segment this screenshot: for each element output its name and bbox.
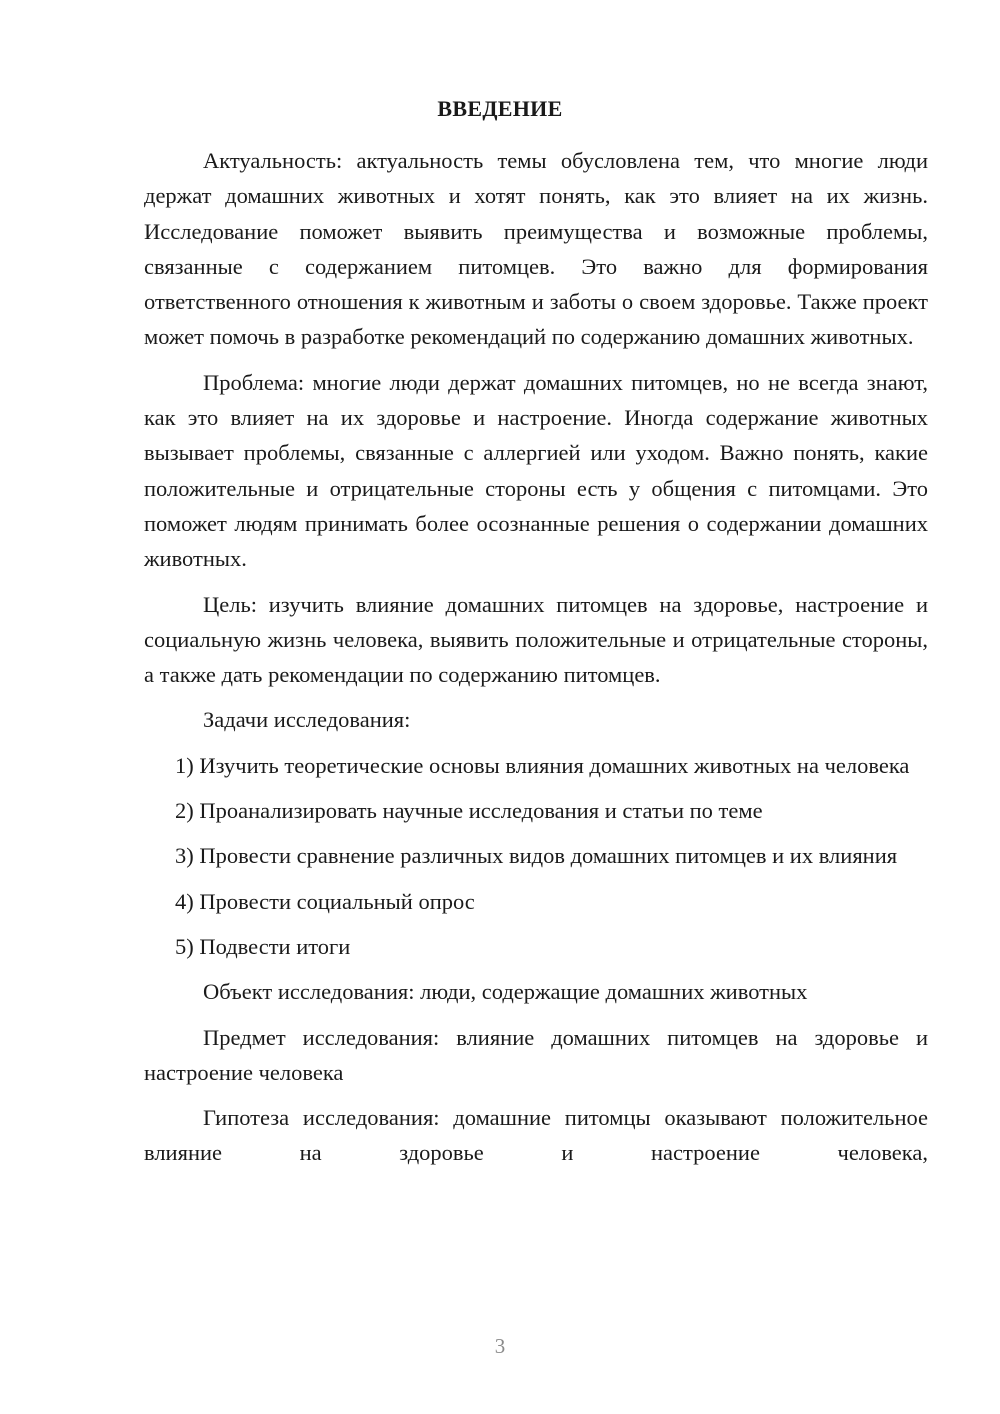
paragraph-problem: Проблема: многие люди держат домашних питомцев, но не всегда знают, как это влияет на их здоровье и настроение. Иногда содержание животных вызывает проблемы, связанные с аллергией или уходом. Важно понять, какие положительные и отрицательные стороны есть у общения с питомцами. Это поможет людям принимать более осознанные решения о содержании домашних животных. — [144, 369, 928, 572]
list-item-task-1: 1) Изучить теоретические основы влияния домашних животных на человека — [175, 752, 910, 778]
list-item-task-2: 2) Проанализировать научные исследования и статьи по теме — [175, 798, 763, 824]
document-body — [144, 143, 928, 1181]
page-title: ВВЕДЕНИЕ — [437, 96, 563, 121]
page-number: 3 — [494, 1334, 506, 1358]
paragraph-subject: Предмет исследования: влияние домашних питомцев на здоровье и настроение человека — [144, 1024, 928, 1085]
paragraph-goal: Цель: изучить влияние домашних питомцев на здоровье, настроение и социальную жизнь человека, выявить положительные и отрицательные стороны, а также дать рекомендации по содержанию питомцев. — [144, 591, 928, 688]
list-item-task-3: 3) Провести сравнение различных видов домашних питомцев и их влияния — [175, 843, 898, 869]
paragraph-relevance: Актуальность: актуальность темы обусловлена тем, что многие люди держат домашних животных и хотят понять, как это влияет на их жизнь. Исследование поможет выявить преимущества и возможные проблемы, связанные с содержанием питомцев. Это важно для формирования ответственного отношения к животным и заботы о своем здоровье. Также проект может помочь в разработке рекомендаций по содержанию домашних животных. — [144, 148, 928, 350]
paragraph-object: Объект исследования: люди, содержащие домашних животных — [203, 979, 808, 1005]
paragraph-hypothesis: Гипотеза исследования: домашние питомцы оказывают положительное влияние на здоровье и настроение человека, — [144, 1105, 928, 1166]
paragraph-tasks-heading: Задачи исследования: — [203, 707, 411, 733]
list-item-task-4: 4) Провести социальный опрос — [175, 888, 475, 914]
list-item-task-5: 5) Подвести итоги — [175, 933, 351, 959]
